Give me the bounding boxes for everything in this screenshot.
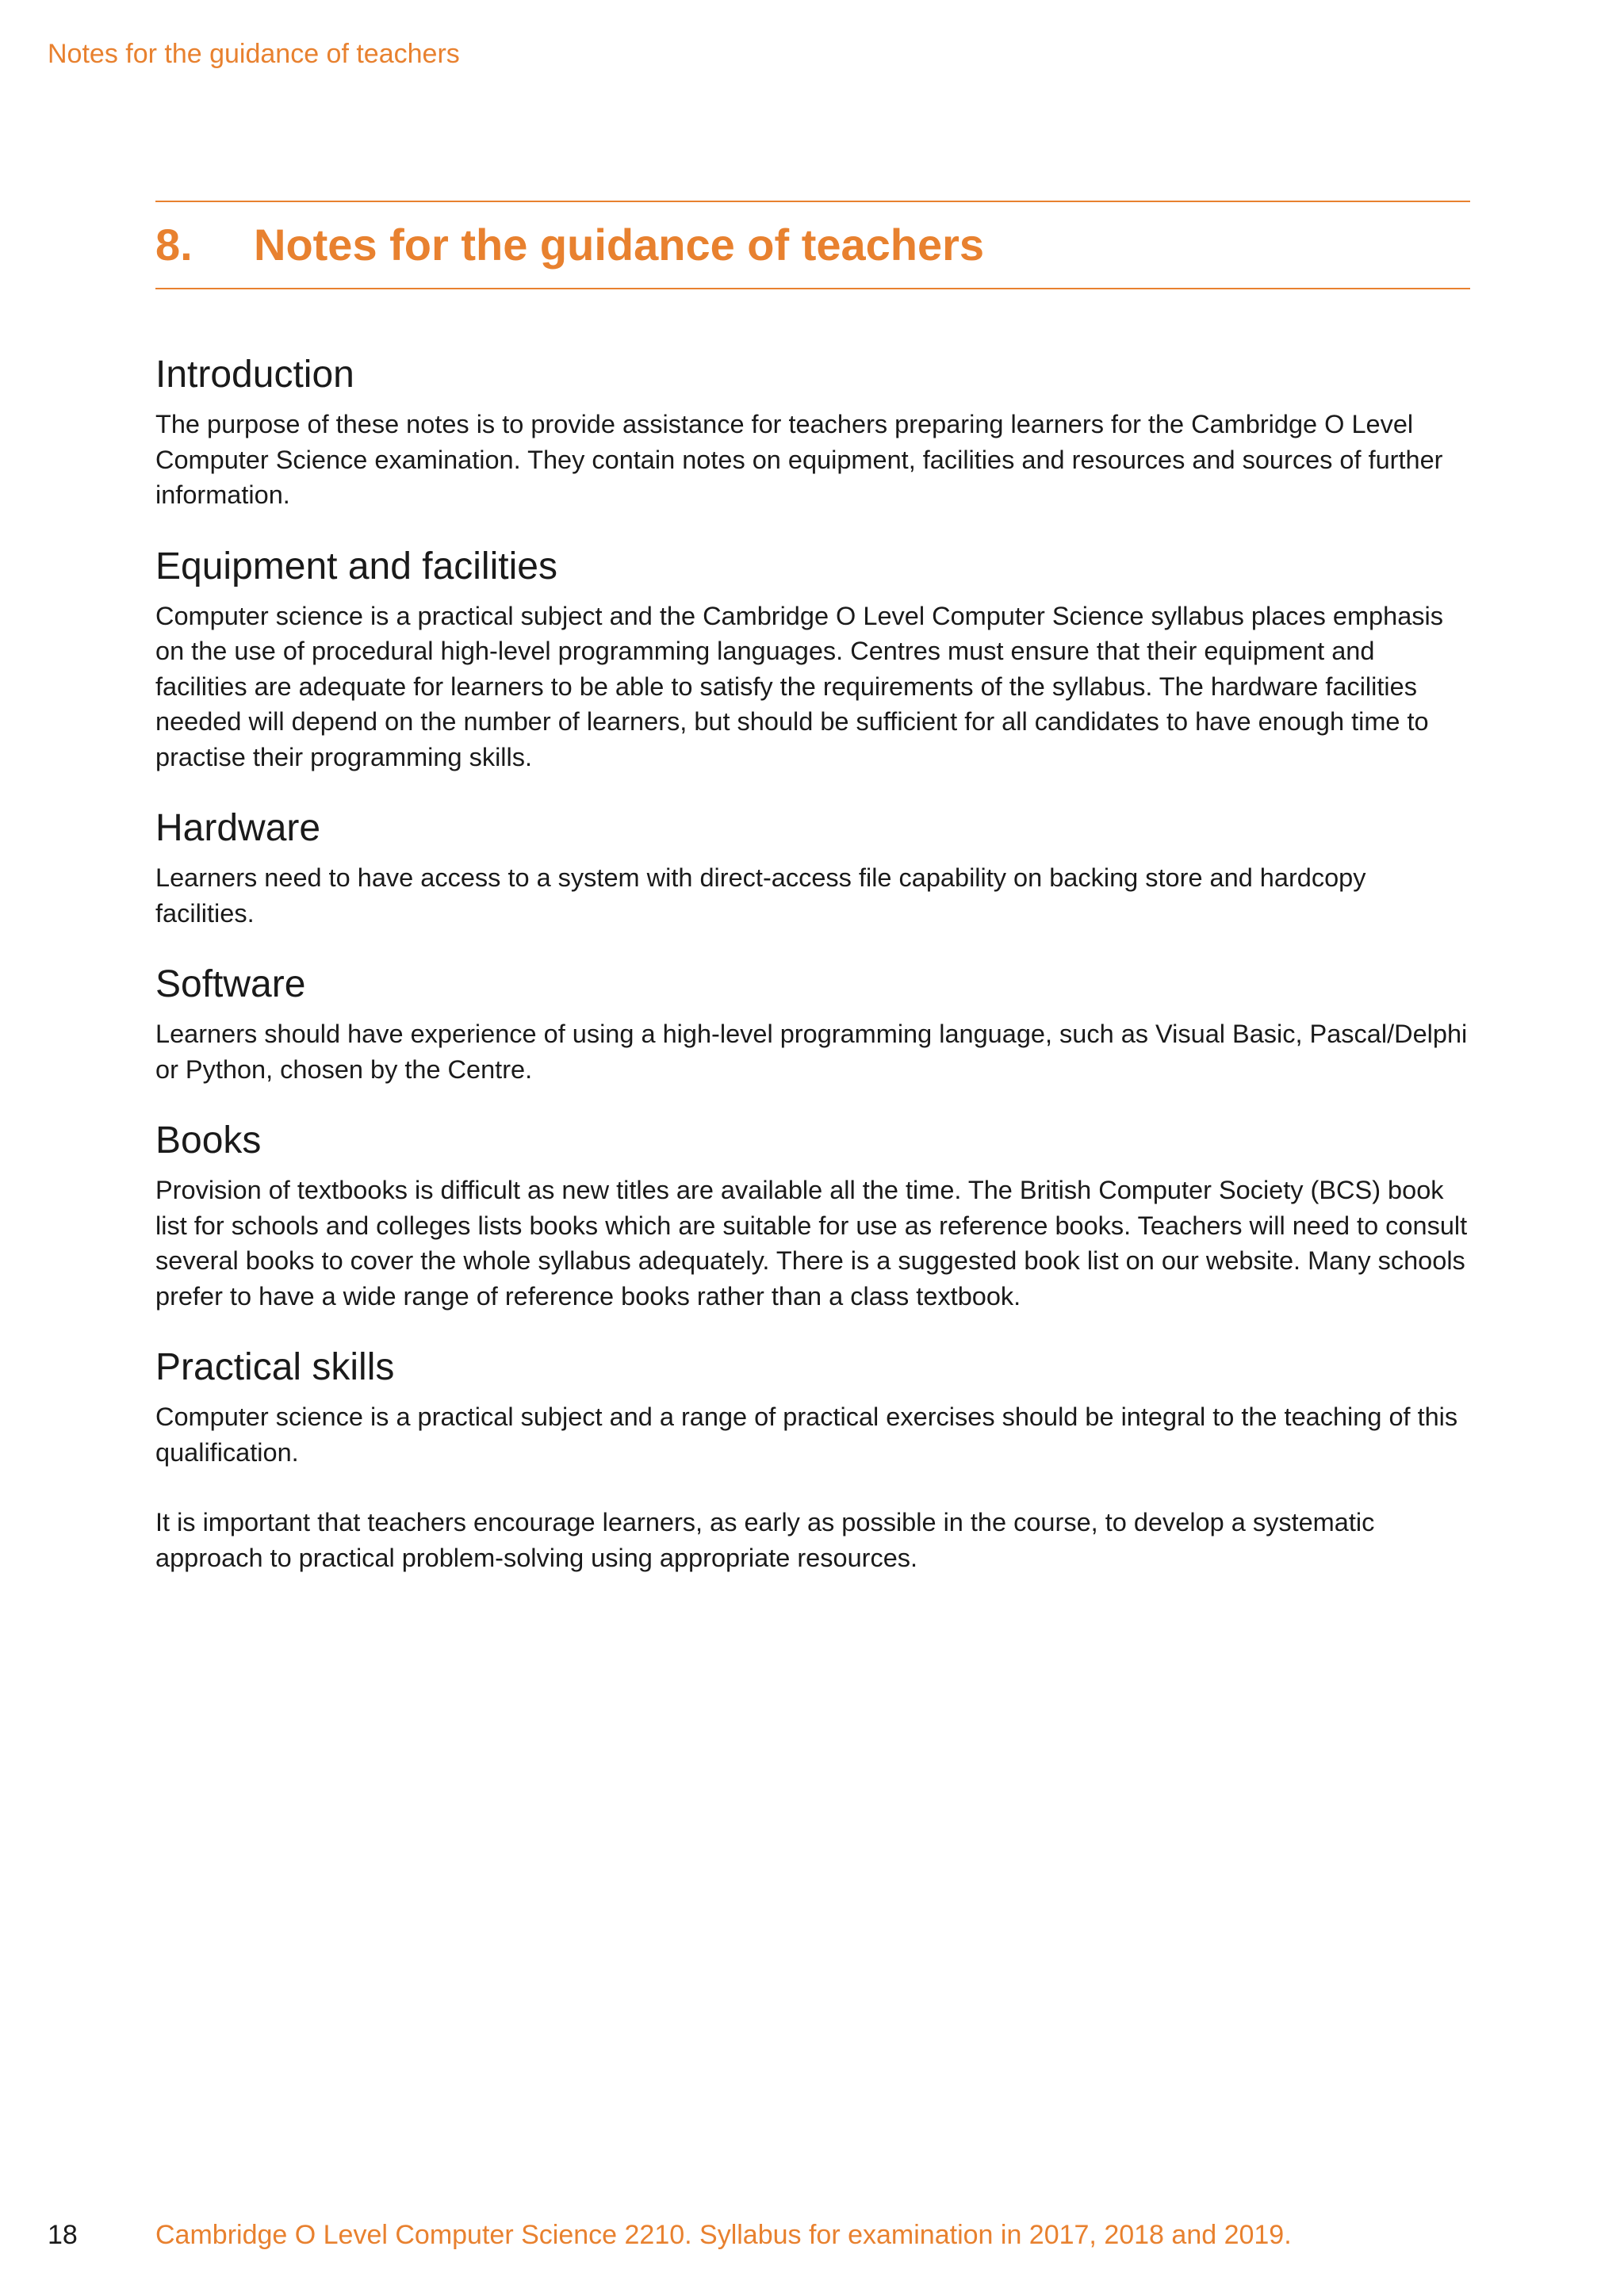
running-header: Notes for the guidance of teachers (48, 39, 460, 69)
section-introduction (155, 351, 1470, 513)
section-equipment-and-facilities (155, 543, 1470, 775)
section-heading: Books (155, 1119, 262, 1161)
section-heading: Software (155, 963, 306, 1005)
page-content (155, 201, 1470, 1575)
chapter-title-text: Notes for the guidance of teachers (254, 220, 985, 270)
section-paragraph: Computer science is a practical subject and the Cambridge O Level Computer Science syllabus places emphasis on the use of procedural high-level programming languages. Centres must ensure that their equipment and facilities are adequate for learners to be able to satisfy the requirements of the syllabus. The hardware facilities needed will depend on the number of learners, but should be sufficient for all candidates to have enough time to practise their programming skills. (155, 601, 1443, 771)
chapter-rule-bottom (155, 288, 1470, 289)
section-books (155, 1117, 1470, 1314)
chapter-title (155, 202, 1470, 288)
section-practical-skills (155, 1344, 1470, 1575)
section-heading: Hardware (155, 807, 321, 849)
page-number: 18 (48, 2220, 78, 2250)
section-paragraph: The purpose of these notes is to provide assistance for teachers preparing learners for the Cambridge O Level Computer Science examination. They contain notes on equipment, facilities and resources and sources of further information. (155, 410, 1443, 509)
section-heading: Introduction (155, 354, 354, 396)
section-heading: Practical skills (155, 1346, 395, 1388)
section-paragraph: Learners need to have access to a system with direct-access file capability on backing store and hardcopy facilities. (155, 863, 1366, 928)
section-software (155, 961, 1470, 1087)
section-paragraph: Provision of textbooks is difficult as new titles are available all the time. The British Computer Society (BCS) book list for schools and colleges lists books which are suitable for use as reference books. Teachers will need to consult several books to cover the whole syllabus adequately. There is a suggested book list on our website. Many schools prefer to have a wide range of reference books rather than a class textbook. (155, 1176, 1468, 1311)
footer-title: Cambridge O Level Computer Science 2210. Syllabus for examination in 2017, 2018 and 2019. (155, 2220, 1292, 2250)
section-paragraph: It is important that teachers encourage learners, as early as possible in the course, to develop a systematic approach to practical problem-solving using appropriate resources. (155, 1508, 1375, 1572)
chapter-number: 8. (155, 220, 193, 270)
section-paragraph: Learners should have experience of using a high-level programming language, such as Visual Basic, Pascal/Delphi or Python, chosen by the Centre. (155, 1020, 1468, 1084)
section-heading: Equipment and facilities (155, 545, 557, 587)
section-paragraph: Computer science is a practical subject and a range of practical exercises should be integral to the teaching of this qualification. (155, 1402, 1458, 1467)
section-hardware (155, 805, 1470, 931)
